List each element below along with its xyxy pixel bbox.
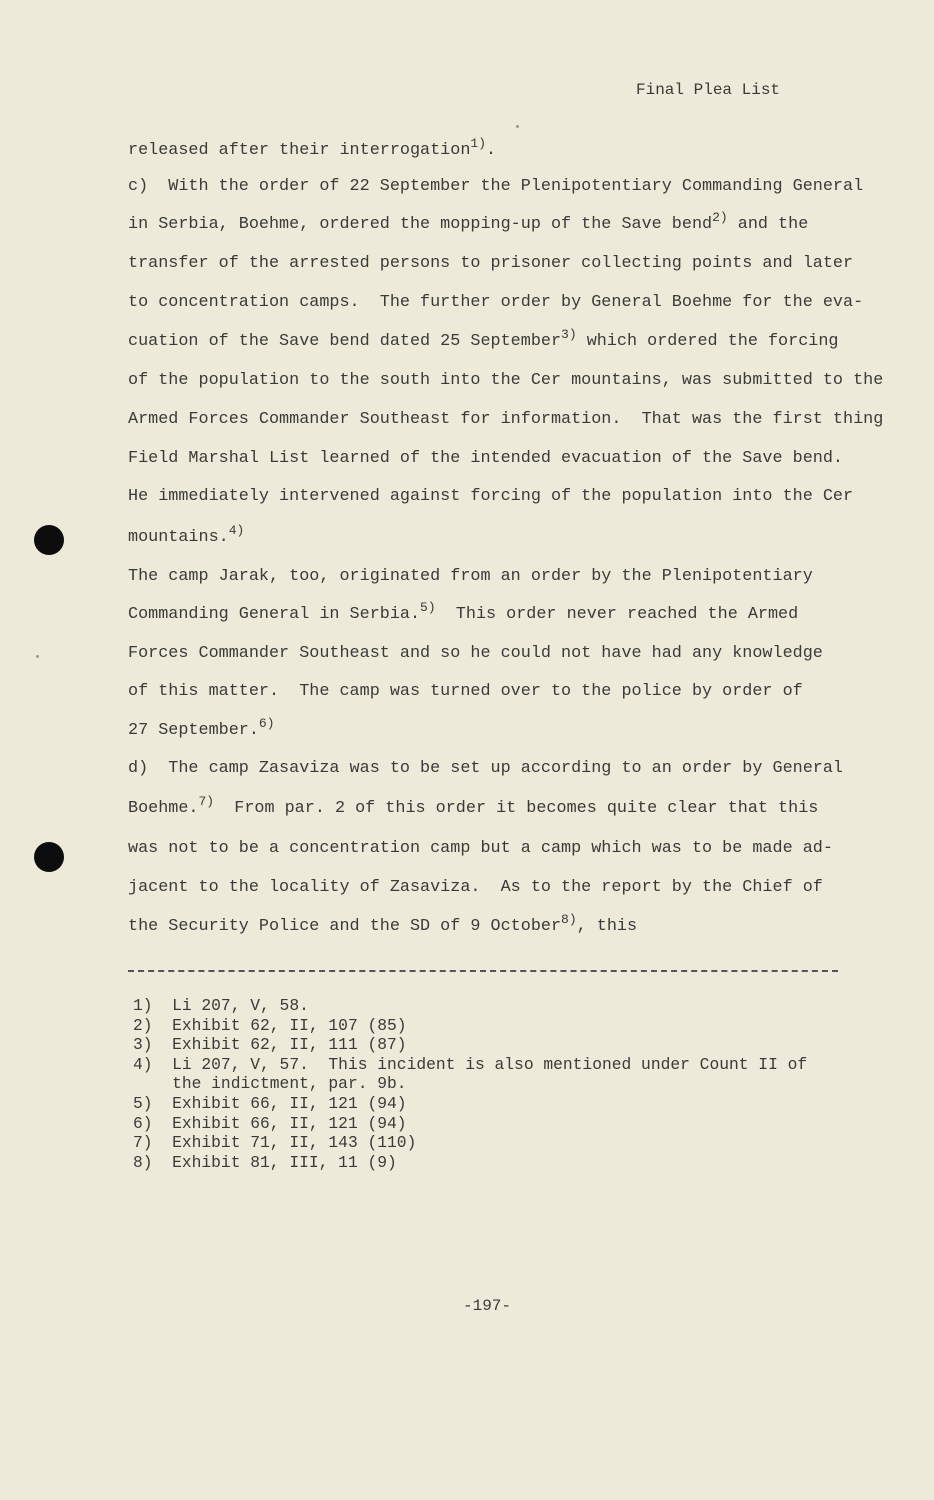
line-text: to concentration camps. The further order by General Boehme for the eva- — [128, 293, 864, 312]
line-text: was not to be a concentration camp but a camp which was to be made ad- — [128, 839, 833, 858]
body-line — [128, 600, 799, 625]
footnote: 5) Exhibit 66, II, 121 (94) — [133, 1094, 407, 1113]
page-number: -197- — [463, 1297, 512, 1315]
footnote-ref: 3) — [561, 327, 577, 342]
line-text: c) With the order of 22 September the Plenipotentiary Commanding General — [128, 177, 864, 196]
line-text: 27 September. — [128, 721, 259, 740]
footnote: 7) Exhibit 71, II, 143 (110) — [133, 1133, 417, 1153]
line-text: He immediately intervened against forcing of the population into the Cer — [128, 487, 854, 506]
body-line — [128, 136, 497, 161]
punch-hole — [34, 842, 64, 872]
line-text: in Serbia, Boehme, ordered the mopping-up of the Save bend — [128, 215, 713, 234]
line-text: mountains. — [128, 528, 229, 547]
footnote-ref: 8) — [561, 912, 577, 927]
body-line — [128, 293, 863, 313]
line-text: Boehme. — [128, 799, 199, 818]
body-line — [128, 682, 803, 702]
line-text: From par. 2 of this order it becomes quite clear that this — [214, 799, 819, 818]
body-line — [128, 878, 823, 898]
body-line — [128, 794, 819, 819]
line-text: of this matter. The camp was turned over to the police by order of — [128, 682, 803, 701]
body-line — [128, 759, 843, 779]
footnote-ref: 6) — [258, 716, 275, 731]
footnote: 3) Exhibit 62, II, 111 (87) — [133, 1035, 407, 1055]
body-line — [128, 371, 883, 391]
line-text: , this — [576, 917, 638, 936]
running-header: Final Plea List — [636, 81, 781, 99]
footnote: 8) Exhibit 81, III, 11 (9) — [133, 1152, 397, 1172]
body-line — [128, 716, 275, 741]
line-text: of the population to the south into the Cer mountains, was submitted to the — [128, 371, 884, 390]
body-line — [128, 210, 809, 235]
line-text: Armed Forces Commander Southeast for information. That was the first thing — [128, 410, 884, 429]
line-text: This order never reached the Armed — [435, 605, 799, 624]
body-line — [128, 487, 853, 507]
footnote-divider — [128, 970, 838, 972]
body-line — [128, 327, 839, 352]
footnote-ref: 4) — [228, 523, 245, 538]
line-text: Commanding General in Serbia. — [128, 605, 421, 624]
line-text: cuation of the Save bend dated 25 September — [128, 332, 562, 351]
footnote-ref: 7) — [198, 794, 215, 809]
paper-speck — [516, 125, 519, 128]
footnote-ref: 5) — [420, 600, 436, 615]
body-line — [128, 644, 823, 664]
line-text: Field Marshal List learned of the intended evacuation of the Save bend. — [128, 449, 843, 468]
body-line — [128, 410, 883, 430]
paper-speck — [36, 655, 39, 658]
punch-hole — [34, 525, 64, 555]
line-text: which ordered the forcing — [576, 332, 839, 351]
line-text: transfer of the arrested persons to prisoner collecting points and later — [128, 254, 854, 273]
footnote-ref: 1) — [470, 136, 487, 151]
line-text: jacent to the locality of Zasaviza. As to the report by the Chief of — [128, 878, 823, 897]
body-line — [128, 523, 245, 548]
footnote: 6) Exhibit 66, II, 121 (94) — [133, 1113, 407, 1133]
line-text: released after their interrogation — [128, 141, 471, 160]
body-line — [128, 254, 853, 274]
footnote: the indictment, par. 9b. — [133, 1074, 407, 1094]
line-text: the Security Police and the SD of 9 October — [128, 917, 562, 936]
body-line — [128, 567, 813, 587]
body-line — [128, 449, 843, 469]
footnote-ref: 2) — [712, 210, 728, 225]
line-text: Forces Commander Southeast and so he could not have had any knowledge — [128, 644, 823, 663]
line-text: and the — [727, 215, 809, 234]
footnote: 4) Li 207, V, 57. This incident is also mentioned under Count II of — [133, 1054, 808, 1074]
line-text: d) The camp Zasaviza was to be set up according to an order by General — [128, 759, 843, 778]
body-line — [128, 912, 638, 937]
line-text: The camp Jarak, too, originated from an order by the Plenipotentiary — [128, 567, 813, 586]
body-line — [128, 177, 863, 197]
footnote: 2) Exhibit 62, II, 107 (85) — [133, 1015, 407, 1035]
line-text: . — [486, 141, 497, 160]
body-line — [128, 839, 833, 859]
footnote: 1) Li 207, V, 58. — [133, 996, 309, 1015]
